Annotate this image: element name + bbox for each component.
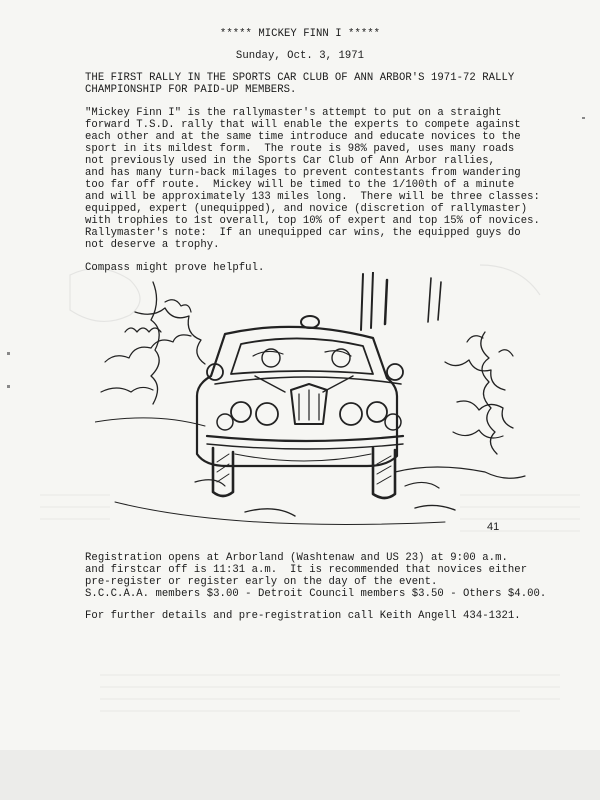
body-line: and has many turn-back milages to prevent contestants from wandering (85, 167, 521, 179)
body-line: "Mickey Finn I" is the rallymaster's attempt to put on a straight (85, 107, 502, 119)
body-line: each other and at the same time introduce and educate novices to the (85, 131, 521, 143)
body-line: not deserve a trophy. (85, 239, 220, 251)
body-line: not previously used in the Sports Car Club of Ann Arbor rallies, (85, 155, 496, 167)
margin-mark (7, 352, 10, 355)
compass-note: Compass might prove helpful. (85, 262, 265, 274)
scanner-background-strip (0, 750, 600, 800)
rally-car-illustration (95, 272, 535, 534)
margin-mark (582, 117, 585, 119)
body-line: sport in its mildest form. The route is 98% paved, uses many roads (85, 143, 515, 155)
body-line: and will be approximately 133 miles long. There will be three classes: (85, 191, 540, 203)
subtitle-line: THE FIRST RALLY IN THE SPORTS CAR CLUB OF ANN ARBOR'S 1971-72 RALLY (85, 72, 515, 84)
fees-line: S.C.C.A.A. members $3.00 - Detroit Council members $3.50 - Others $4.00. (85, 588, 547, 600)
body-line: too far off route. Mickey will be timed to the 1/100th of a minute (85, 179, 515, 191)
body-line: Rallymaster's note: If an unequipped car wins, the equipped guys do (85, 227, 521, 239)
artist-signature: 41 (487, 521, 500, 533)
margin-mark (7, 385, 10, 388)
registration-line: and firstcar off is 11:31 a.m. It is recommended that novices either (85, 564, 528, 576)
body-line: with trophies to 1st overall, top 10% of expert and top 15% of novices. (85, 215, 540, 227)
subtitle-line: CHAMPIONSHIP FOR PAID-UP MEMBERS. (85, 84, 297, 96)
registration-line: Registration opens at Arborland (Washtenaw and US 23) at 9:00 a.m. (85, 552, 508, 564)
registration-line: pre-register or register early on the day of the event. (85, 576, 438, 588)
contact-line: For further details and pre-registration call Keith Angell 434-1321. (85, 610, 521, 622)
document-date: Sunday, Oct. 3, 1971 (235, 50, 365, 62)
body-line: forward T.S.D. rally that will enable the experts to compete against (85, 119, 521, 131)
body-line: equipped, expert (unequipped), and novice (discretion of rallymaster) (85, 203, 528, 215)
document-title: ***** MICKEY FINN I ***** (219, 28, 381, 40)
